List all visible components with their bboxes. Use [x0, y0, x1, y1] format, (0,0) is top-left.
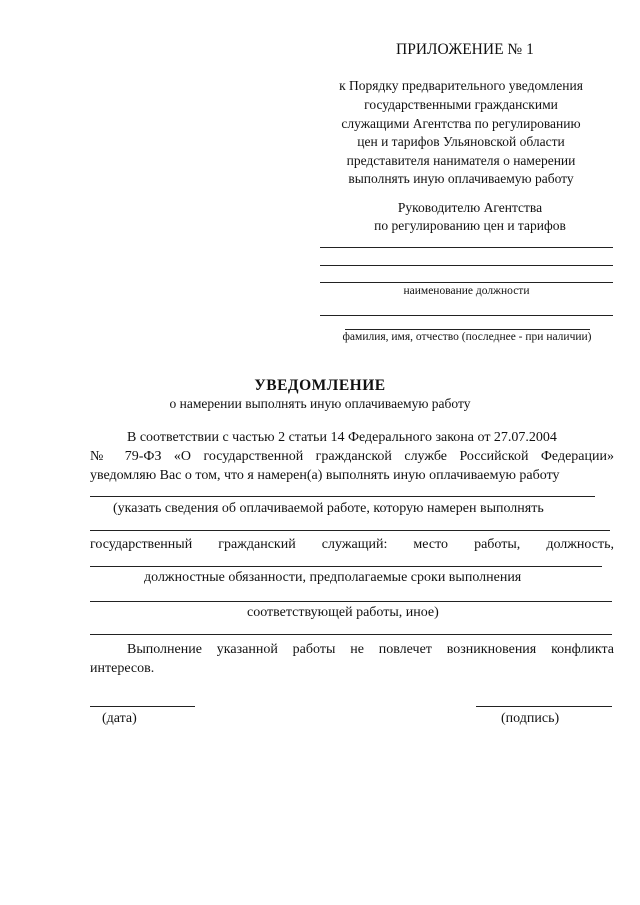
- signature-line[interactable]: [476, 706, 612, 707]
- name-blank-line-2[interactable]: [345, 329, 590, 330]
- hint-line-4: соответствующей работы, иное): [247, 605, 439, 620]
- work-info-line-5[interactable]: [90, 634, 612, 635]
- appendix-line-5: представителя нанимателя о намерении: [346, 153, 576, 168]
- date-line[interactable]: [90, 706, 195, 707]
- addressee-line-2: по регулированию цен и тарифов: [374, 218, 566, 233]
- hint-line-2: государственный гражданский служащий: место работы, должность,: [90, 537, 614, 552]
- appendix-line-2: государственными гражданскими: [364, 97, 558, 112]
- work-info-line-4[interactable]: [90, 601, 612, 602]
- name-blank-line-1[interactable]: [320, 315, 613, 316]
- conflict-line-2: интересов.: [90, 661, 155, 676]
- work-info-line-3[interactable]: [90, 566, 602, 567]
- position-caption: наименование должности: [403, 285, 530, 297]
- work-info-line-1[interactable]: [90, 496, 595, 497]
- hint-line-1: (указать сведения об оплачиваемой работе, которую намерен выполнять: [113, 501, 544, 516]
- addressee-blank-line-1[interactable]: [320, 247, 613, 248]
- work-info-line-2[interactable]: [90, 530, 610, 531]
- appendix-line-6: выполнять иную оплачиваемую работу: [348, 171, 574, 186]
- addressee-blank-line-2[interactable]: [320, 265, 613, 266]
- notice-body-line-3: уведомляю Вас о том, что я намерен(а) выполнять иную оплачиваемую работу: [90, 468, 560, 483]
- appendix-line-4: цен и тарифов Ульяновской области: [357, 134, 565, 149]
- addressee-line-1: Руководителю Агентства: [397, 200, 543, 215]
- notice-body-line-1: В соответствии с частью 2 статьи 14 Федерального закона от 27.07.2004: [127, 430, 557, 445]
- notice-body-line-2: № 79-ФЗ «О государственной гражданской службе Российской Федерации»: [90, 449, 614, 464]
- position-blank-line[interactable]: [320, 282, 613, 283]
- signature-label: (подпись): [501, 711, 560, 726]
- name-caption: фамилия, имя, отчество (последнее - при наличии): [342, 331, 592, 343]
- appendix-line-1: к Порядку предварительного уведомления: [339, 78, 583, 93]
- appendix-title: ПРИЛОЖЕНИЕ № 1: [396, 41, 534, 58]
- notice-subtitle: о намерении выполнять иную оплачиваемую работу: [169, 396, 471, 411]
- conflict-line-1: Выполнение указанной работы не повлечет возникновения конфликта: [127, 642, 614, 657]
- hint-line-3: должностные обязанности, предполагаемые сроки выполнения: [144, 570, 522, 585]
- date-label: (дата): [102, 711, 137, 726]
- appendix-line-3: служащими Агентства по регулированию: [341, 116, 581, 131]
- notice-title: УВЕДОМЛЕНИЕ: [254, 377, 386, 394]
